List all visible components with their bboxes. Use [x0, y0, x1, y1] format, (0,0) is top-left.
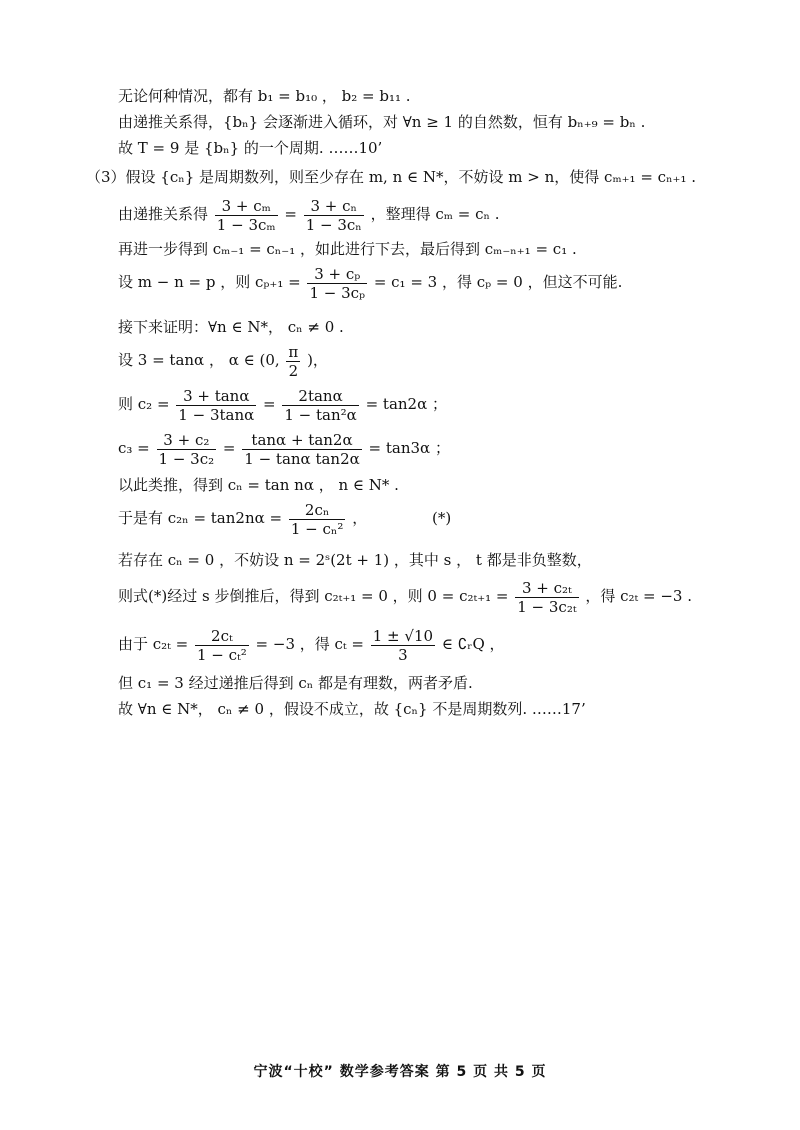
star-mark: (*)	[432, 509, 452, 527]
backward-line	[118, 576, 760, 616]
fraction	[195, 627, 249, 664]
text: ，整理得 cₘ = cₙ .	[370, 205, 500, 223]
text: = tan2α ；	[365, 395, 447, 413]
text: 设 m − n = p ，则 cₚ₊₁ =	[118, 273, 306, 291]
c2t-line	[118, 624, 760, 664]
fraction	[157, 431, 217, 468]
denominator: 1 − tanα tan2α	[244, 449, 360, 468]
text: ，得 c₂ₜ = −3 .	[585, 587, 692, 605]
denominator: 1 − 3cₘ	[216, 215, 276, 234]
equals: =	[284, 205, 302, 223]
denominator: 1 − 3c₂	[158, 449, 215, 468]
text: 由递推关系得	[118, 205, 209, 223]
fraction	[176, 387, 256, 424]
denominator: 3	[398, 645, 408, 664]
c2n-line	[118, 498, 760, 538]
numerator: 3 + c₂	[157, 431, 217, 450]
denominator: 1 − cₜ²	[197, 645, 247, 664]
numerator: tanα + tan2α	[242, 431, 361, 450]
text: = c₁ = 3 ，得 cₚ = 0 ，但这不可能.	[373, 273, 623, 291]
tan-assumption-line	[118, 340, 760, 380]
numerator: 2cₜ	[195, 627, 249, 646]
numerator: 2cₙ	[289, 501, 346, 520]
text-line-14: 若存在 cₙ = 0 ，不妨设 n = 2ˢ(2t + 1) ，其中 s ， t 都是非负整数，	[118, 551, 592, 569]
numerator: 2tanα	[282, 387, 358, 406]
fraction	[515, 579, 578, 616]
text-line-1: 无论何种情况，都有 b₁ = b₁₀ ， b₂ = b₁₁ .	[118, 87, 411, 105]
fraction	[242, 431, 361, 468]
fraction-cm	[215, 197, 278, 234]
text: ，	[352, 509, 368, 527]
numerator: 3 + cₙ	[304, 197, 364, 216]
numerator: 3 + cₚ	[307, 265, 367, 284]
c2-line	[118, 384, 760, 424]
text-line-17: 但 c₁ = 3 经过递推后得到 cₙ 都是有理数，两者矛盾.	[118, 674, 473, 692]
denominator: 1 − 3cₙ	[305, 215, 362, 234]
numerator: 3 + cₘ	[215, 197, 278, 216]
fraction	[289, 501, 346, 538]
text: c₃ =	[118, 439, 155, 457]
part-3-heading: （3）假设 {cₙ} 是周期数列，则至少存在 m, n ∈ N*，不妨设 m > n，使得 cₘ₊₁ = cₙ₊₁ .	[86, 168, 697, 186]
numerator: 3 + tanα	[176, 387, 256, 406]
denominator: 1 − 3cₚ	[309, 283, 366, 302]
text-line-2: 由递推关系得，{bₙ} 会逐渐进入循环，对 ∀n ≥ 1 的自然数，恒有 bₙ₊₉ = bₙ .	[118, 113, 646, 131]
fraction-pi-half	[286, 343, 300, 380]
text-line-8: 接下来证明：∀n ∈ N*， cₙ ≠ 0 .	[118, 318, 344, 336]
text-line-12: 以此类推，得到 cₙ = tan nα ， n ∈ N* .	[118, 476, 399, 494]
text: ∈ ∁ᵣQ ，	[441, 635, 505, 653]
numerator: π	[288, 342, 299, 361]
denominator: 1 − cₙ²	[290, 519, 344, 538]
fraction-cn	[304, 197, 364, 234]
assume-p-line	[118, 262, 760, 302]
c3-line	[118, 428, 760, 468]
numerator: 3 + c₂ₜ	[515, 579, 578, 598]
page-footer: 宁波“十校” 数学参考答案 第 5 页 共 5 页	[253, 1064, 547, 1080]
text-line-3: 故 T = 9 是 {bₙ} 的一个周期. ……10’	[118, 139, 383, 157]
equals: =	[222, 439, 241, 457]
fraction-cp	[307, 265, 367, 302]
text: 则式(*)经过 s 步倒推后，得到 c₂ₜ₊₁ = 0 ，则 0 = c₂ₜ₊₁ =	[118, 587, 514, 605]
recurrence-line	[118, 194, 760, 234]
denominator: 1 − tan²α	[284, 405, 357, 424]
text-line-18: 故 ∀n ∈ N*， cₙ ≠ 0 ，假设不成立，故 {cₙ} 不是周期数列. ……17’	[118, 700, 586, 718]
fraction	[371, 627, 435, 664]
text: )，	[307, 351, 328, 369]
text: 设 3 = tanα ， α ∈ (0,	[118, 351, 285, 369]
text: = −3 ，得 cₜ =	[255, 635, 369, 653]
denominator: 1 − 3tanα	[178, 405, 255, 424]
numerator: 1 ± √10	[372, 626, 434, 645]
denominator: 1 − 3c₂ₜ	[517, 597, 577, 616]
text: = tan3α ；	[368, 439, 450, 457]
denominator: 2	[288, 361, 299, 380]
fraction	[282, 387, 358, 424]
text-line-6: 再进一步得到 cₘ₋₁ = cₙ₋₁ ，如此进行下去，最后得到 cₘ₋ₙ₊₁ = c₁ .	[118, 240, 577, 258]
text: 则 c₂ =	[118, 395, 175, 413]
text: 由于 c₂ₜ =	[118, 635, 193, 653]
text: 于是有 c₂ₙ = tan2nα =	[118, 509, 287, 527]
equals: =	[263, 395, 281, 413]
